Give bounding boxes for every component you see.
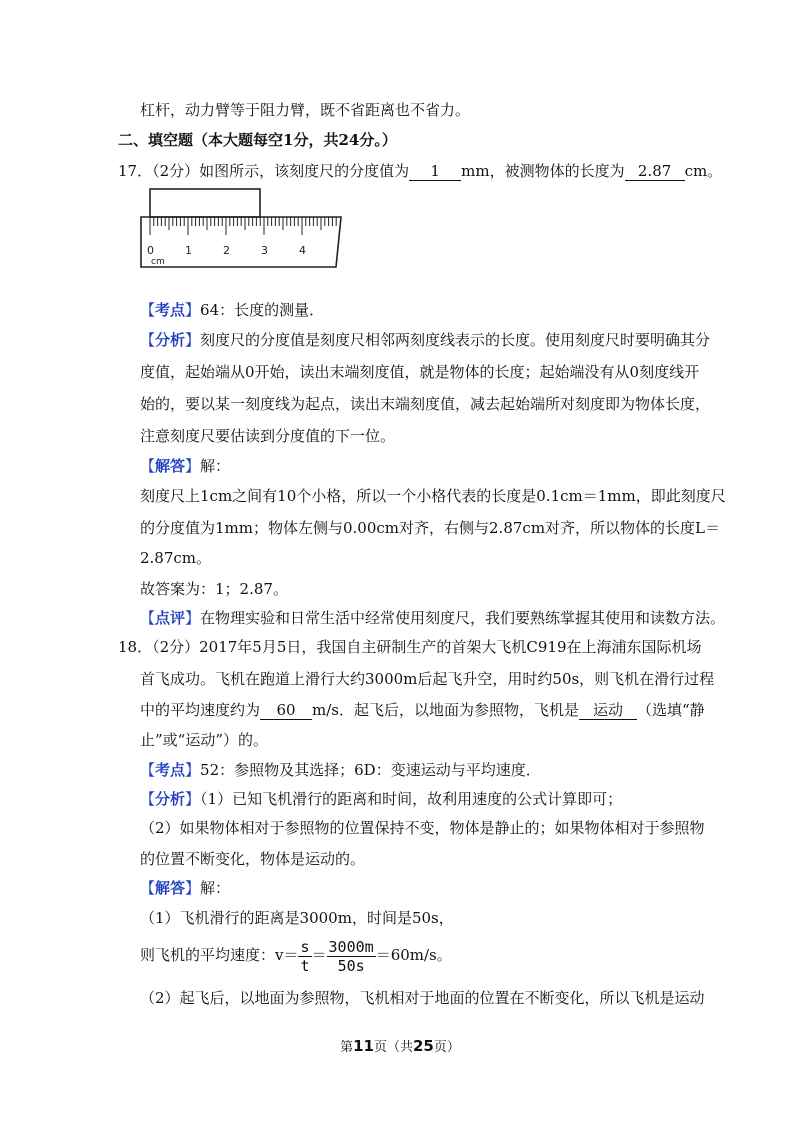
ruler-number-0: 0 [147, 244, 154, 257]
fraction-numerator-2: 3000m [328, 937, 374, 956]
f18-line-3: 的位置不断变化，物体是运动的。 [140, 850, 366, 868]
j17-head [140, 456, 230, 476]
measured-object [150, 189, 260, 217]
page-total: 25 [413, 1037, 434, 1055]
tag-dianping: 【点评】 [140, 609, 201, 627]
j18-formula-line [140, 936, 452, 975]
ruler-ticks [150, 217, 336, 235]
q17-text-3: cm。 [684, 162, 723, 180]
k17-line [140, 300, 324, 320]
fraction-3000m-over-50s [327, 938, 376, 975]
j17-line-1: 刻度尺上1cm之间有10个小格，所以一个小格代表的长度是0.1cm＝1mm，即此刻度尺 [140, 487, 726, 505]
f17-line-3: 始的，要以某一刻度线为起点，读出末端刻度值，减去起始端所对刻度即为物体长度， [140, 395, 711, 413]
fraction-s-over-t [298, 938, 311, 975]
ruler-number-3: 3 [261, 244, 268, 257]
q18-answer-blank-2: 运动 [579, 701, 637, 720]
f18-line-2: （2）如果物体相对于参照物的位置保持不变，物体是静止的；如果物体相对于参照物 [140, 819, 705, 837]
q17-text-2: mm，被测物体的长度为 [461, 162, 625, 180]
ruler-number-2: 2 [223, 244, 230, 257]
q17-answer-blank-2: 2.87 [625, 162, 685, 181]
f18-text-1: （1）已知飞机滑行的距离和时间，故利用速度的公式计算即可； [200, 790, 623, 808]
j17-line-4: 故答案为：1；2.87。 [140, 580, 288, 598]
fraction-numerator: s [300, 937, 310, 956]
j17-head-text: 解： [200, 457, 231, 475]
footer-middle: 页（共 [373, 1040, 413, 1055]
tag-jieda-2: 【解答】 [140, 879, 201, 897]
q18-line-4: 止”或“运动”）的。 [140, 731, 269, 749]
f17-text-1: 刻度尺的分度值是刻度尺相邻两刻度线表示的长度。使用刻度尺时要明确其分 [200, 331, 711, 349]
j17-line-3: 2.87cm。 [140, 549, 212, 567]
q17-text-1: 17．（2分）如图所示，该刻度尺的分度值为 [118, 162, 410, 180]
ruler-figure [140, 186, 345, 270]
p17-text: 在物理实验和日常生活中经常使用刻度尺，我们要熟练掌握其使用和读数方法。 [200, 609, 726, 627]
footer-prefix: 第 [340, 1040, 354, 1055]
f17-line-4: 注意刻度尺要估读到分度值的下一位。 [140, 427, 396, 445]
page-footer [0, 1036, 800, 1055]
formula-result: ＝60m/s。 [375, 946, 452, 964]
q17-answer-blank-1: 1 [409, 162, 461, 181]
section-heading: 二、填空题（本大题每空1分，共24分。） [118, 131, 397, 149]
tag-kaodian: 【考点】 [140, 301, 201, 319]
j18-head [140, 878, 230, 898]
fraction-denominator-2: 50s [337, 956, 365, 975]
tag-fenxi-2: 【分析】 [140, 790, 201, 808]
f18-line-1 [140, 789, 622, 809]
q18-text-3: （选填“静 [637, 701, 705, 719]
page-number: 11 [353, 1037, 374, 1055]
f17-line-2: 度值，起始端从0开始，读出末端刻度值，就是物体的长度；起始端没有从0刻度线开 [140, 363, 700, 381]
j18-line-3: （2）起飞后，以地面为参照物，飞机相对于地面的位置在不断变化，所以飞机是运动 [140, 989, 705, 1007]
formula-prefix: 则飞机的平均速度：v＝ [140, 946, 299, 964]
tag-kaodian-2: 【考点】 [140, 761, 201, 779]
ruler-numbers [147, 244, 306, 267]
fraction-denominator: t [300, 956, 310, 975]
question-17 [118, 161, 722, 181]
ruler-number-1: 1 [185, 244, 192, 257]
ruler-unit: cm [151, 257, 165, 267]
line-continuation: 杠杆，动力臂等于阻力臂，既不省距离也不省力。 [140, 101, 471, 119]
tag-fenxi: 【分析】 [140, 331, 201, 349]
q18-line-1: 18．（2分）2017年5月5日，我国自主研制生产的首架大飞机C919在上海浦东国际机场 [118, 638, 702, 656]
p17-line [140, 608, 725, 628]
tag-jieda: 【解答】 [140, 457, 201, 475]
k18-line [140, 760, 541, 780]
q18-text-1: 中的平均速度约为 [140, 701, 261, 719]
q18-line-2: 首飞成功。飞机在跑道上滑行大约3000m后起飞升空，用时约50s，则飞机在滑行过程 [140, 670, 715, 688]
f17-line-1 [140, 330, 710, 350]
k17-text: 64：长度的测量． [200, 301, 325, 319]
j18-head-text: 解： [200, 879, 231, 897]
q18-answer-blank-1: 60 [260, 701, 312, 720]
k18-text: 52：参照物及其选择；6D：变速运动与平均速度． [200, 761, 541, 779]
footer-suffix: 页） [433, 1040, 460, 1055]
q18-line-3 [140, 700, 705, 720]
ruler-number-4: 4 [299, 244, 306, 257]
j18-line-1: （1）飞机滑行的距离是3000m，时间是50s， [140, 909, 454, 927]
equals-sign: ＝ [311, 946, 327, 964]
j17-line-2: 的分度值为1mm；物体左侧与0.00cm对齐，右侧与2.87cm对齐，所以物体的长度L＝ [140, 519, 721, 537]
q18-text-2: m/s．起飞后，以地面为参照物，飞机是 [312, 701, 579, 719]
